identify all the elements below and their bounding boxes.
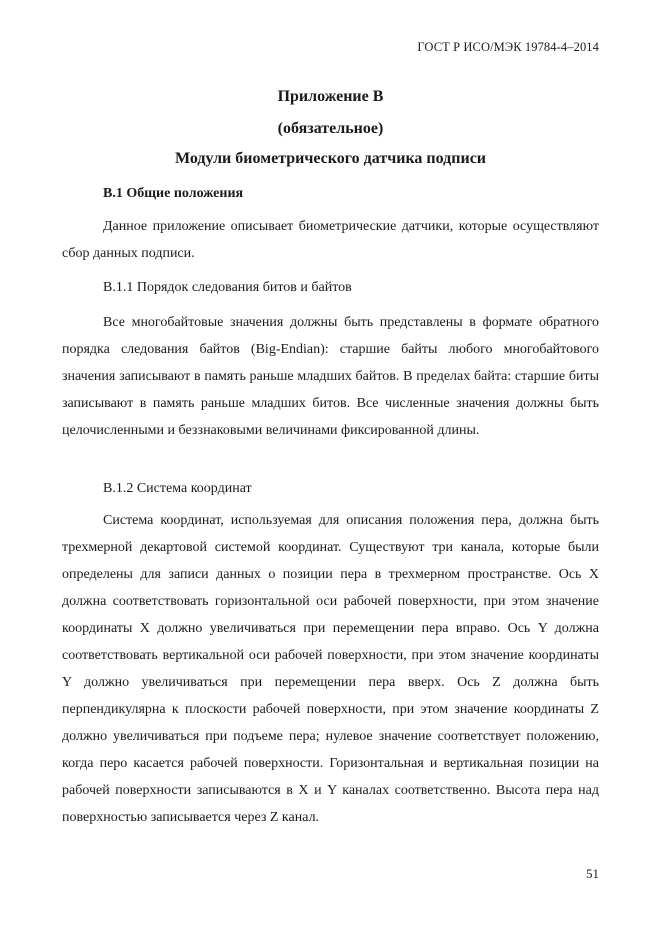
appendix-status: (обязательное): [277, 120, 384, 137]
subsection-heading-coordinates: В.1.2 Система координат: [103, 481, 252, 496]
appendix-title: Приложение В: [277, 88, 384, 105]
subsection-heading-byte-order: В.1.1 Порядок следования битов и байтов: [103, 280, 352, 295]
section-intro-paragraph: Данное приложение описывает биометрические датчики, которые осуществляют сбор данных подписи.: [62, 219, 599, 261]
document-code-header: ГОСТ Р ИСО/МЭК 19784-4–2014: [417, 40, 599, 54]
appendix-name: Модули биометрического датчика подписи: [174, 150, 487, 167]
page-number: 51: [586, 866, 599, 881]
section-heading: В.1 Общие положения: [103, 186, 244, 201]
coordinates-paragraph: Система координат, используемая для описания положения пера, должна быть трехмерной декартовой системой координат. Существуют три канала, которые были определены для записи данных о позиции пера в трехмерном пространстве. Ось X должна соответствовать горизонтальной оси рабочей поверхности, при этом значение координаты X должно увеличиваться при перемещении пера вправо. Ось Y должна соответствовать вертикальной оси рабочей поверхности, при этом значение координаты Y должно увеличиваться при перемещении пера вверх. Ось Z должна быть перпендикулярна к плоскости рабочей поверхности, при этом значение координаты Z должно увеличиваться при подъеме пера; нулевое значение соответствует положению, когда перо касается рабочей поверхности. Горизонтальная и вертикальная позиции на рабочей поверхности записываются в X и Y каналах соответственно. Высота пера над поверхностью записывается через Z канал.: [62, 513, 599, 825]
byte-order-paragraph: Все многобайтовые значения должны быть представлены в формате обратного порядка следования байтов (Big-Endian): старшие байты любого многобайтового значения записывают в память раньше младших байтов. В пределах байта: старшие биты записывают в память раньше младших битов. Все численные значения должны быть целочисленными и беззнаковыми величинами фиксированной длины.: [62, 315, 599, 438]
